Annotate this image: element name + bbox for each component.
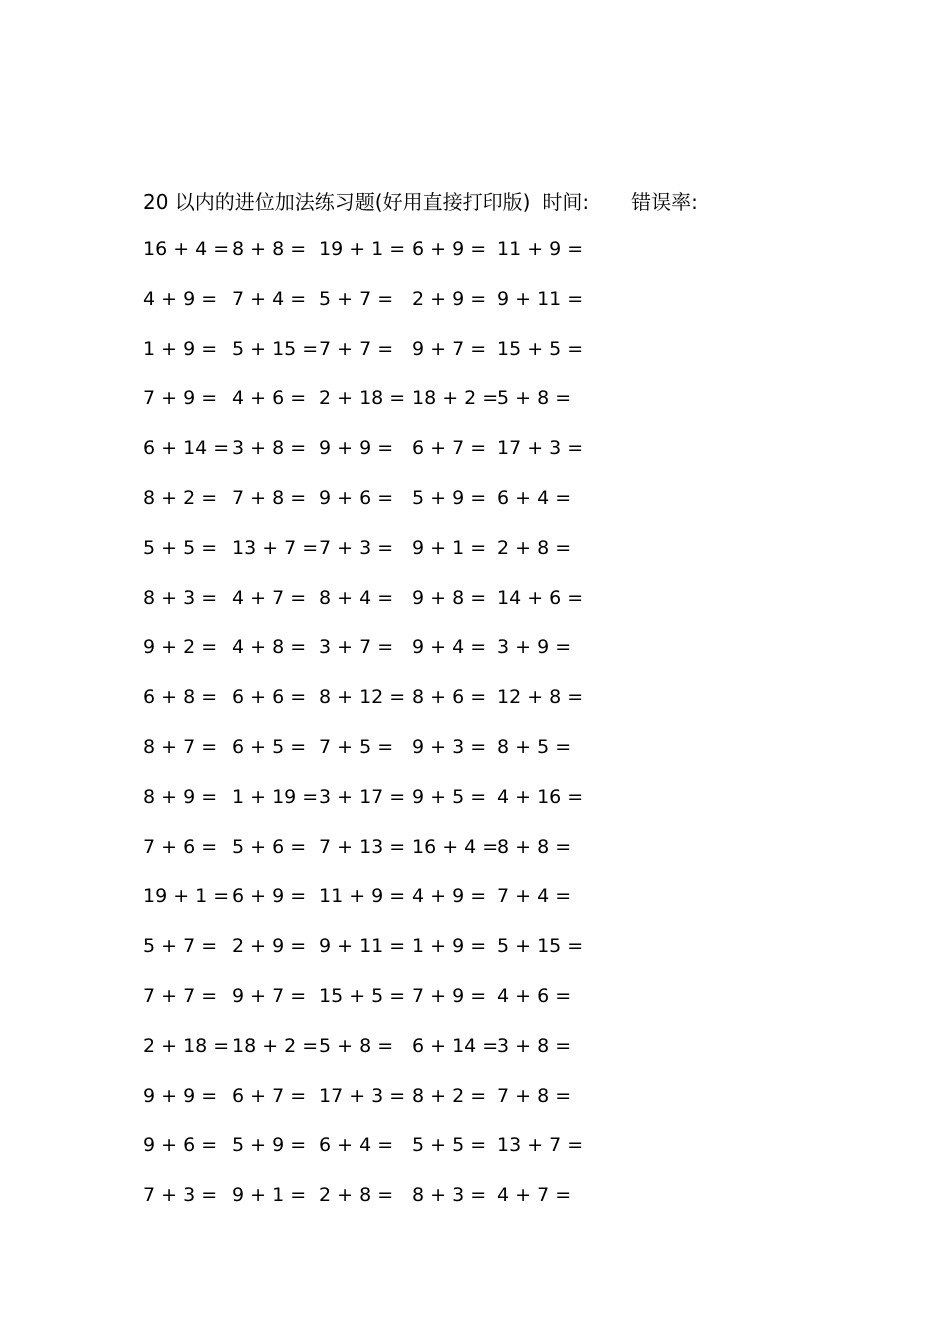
- problem-item: 8 + 2 =: [412, 1085, 487, 1107]
- problem-item: 9 + 2 =: [143, 636, 218, 658]
- problem-item: 9 + 1 =: [232, 1184, 307, 1206]
- problem-item: 5 + 15 =: [232, 338, 319, 360]
- problem-item: 9 + 9 =: [319, 437, 394, 459]
- problem-item: 7 + 7 =: [143, 985, 218, 1007]
- problem-item: 15 + 5 =: [497, 338, 584, 360]
- problem-item: 4 + 6 =: [232, 387, 307, 409]
- problem-item: 8 + 3 =: [143, 587, 218, 609]
- problem-item: 5 + 8 =: [497, 387, 572, 409]
- problem-item: 7 + 9 =: [412, 985, 487, 1007]
- problem-item: 6 + 9 =: [232, 885, 307, 907]
- problem-item: 14 + 6 =: [497, 587, 584, 609]
- problem-item: 8 + 3 =: [412, 1184, 487, 1206]
- problem-item: 16 + 4 =: [412, 836, 499, 858]
- problem-item: 4 + 7 =: [232, 587, 307, 609]
- problem-item: 7 + 6 =: [143, 836, 218, 858]
- problem-item: 7 + 4 =: [497, 885, 572, 907]
- problem-item: 12 + 8 =: [497, 686, 584, 708]
- problem-item: 7 + 4 =: [232, 288, 307, 310]
- problem-item: 17 + 3 =: [497, 437, 584, 459]
- problem-item: 6 + 14 =: [143, 437, 230, 459]
- problem-item: 7 + 3 =: [143, 1184, 218, 1206]
- problem-item: 9 + 5 =: [412, 786, 487, 808]
- problem-item: 9 + 11 =: [319, 935, 406, 957]
- problem-item: 9 + 9 =: [143, 1085, 218, 1107]
- problem-item: 8 + 2 =: [143, 487, 218, 509]
- problem-item: 3 + 7 =: [319, 636, 394, 658]
- problem-item: 4 + 9 =: [143, 288, 218, 310]
- problem-item: 5 + 5 =: [143, 537, 218, 559]
- problem-item: 9 + 3 =: [412, 736, 487, 758]
- problem-item: 2 + 18 =: [319, 387, 406, 409]
- problem-item: 2 + 18 =: [143, 1035, 230, 1057]
- problem-item: 8 + 9 =: [143, 786, 218, 808]
- problem-item: 9 + 8 =: [412, 587, 487, 609]
- worksheet-title: 20 以内的进位加法练习题(好用直接打印版): [143, 189, 531, 214]
- problem-item: 7 + 7 =: [319, 338, 394, 360]
- problem-item: 5 + 7 =: [319, 288, 394, 310]
- problem-item: 9 + 6 =: [319, 487, 394, 509]
- problem-item: 6 + 4 =: [319, 1134, 394, 1156]
- problem-item: 9 + 6 =: [143, 1134, 218, 1156]
- problem-item: 19 + 1 =: [319, 238, 406, 260]
- problem-item: 19 + 1 =: [143, 885, 230, 907]
- problem-item: 9 + 1 =: [412, 537, 487, 559]
- problem-item: 8 + 6 =: [412, 686, 487, 708]
- problem-item: 7 + 5 =: [319, 736, 394, 758]
- problem-item: 5 + 5 =: [412, 1134, 487, 1156]
- problem-item: 1 + 9 =: [143, 338, 218, 360]
- problem-item: 7 + 13 =: [319, 836, 406, 858]
- problem-item: 15 + 5 =: [319, 985, 406, 1007]
- problem-item: 4 + 9 =: [412, 885, 487, 907]
- problem-item: 8 + 5 =: [497, 736, 572, 758]
- problem-item: 2 + 9 =: [412, 288, 487, 310]
- problem-item: 2 + 8 =: [497, 537, 572, 559]
- problem-item: 3 + 17 =: [319, 786, 406, 808]
- problem-item: 5 + 15 =: [497, 935, 584, 957]
- worksheet-header: [143, 184, 698, 216]
- problem-item: 5 + 9 =: [232, 1134, 307, 1156]
- problem-item: 8 + 8 =: [232, 238, 307, 260]
- problem-item: 17 + 3 =: [319, 1085, 406, 1107]
- problem-item: 1 + 9 =: [412, 935, 487, 957]
- problem-item: 8 + 12 =: [319, 686, 406, 708]
- problem-item: 5 + 9 =: [412, 487, 487, 509]
- problem-item: 7 + 9 =: [143, 387, 218, 409]
- problem-item: 2 + 8 =: [319, 1184, 394, 1206]
- problem-item: 6 + 7 =: [232, 1085, 307, 1107]
- problem-item: 16 + 4 =: [143, 238, 230, 260]
- problem-item: 11 + 9 =: [497, 238, 584, 260]
- problem-item: 5 + 6 =: [232, 836, 307, 858]
- problem-item: 6 + 7 =: [412, 437, 487, 459]
- problem-item: 18 + 2 =: [232, 1035, 319, 1057]
- time-label: 时间:: [542, 189, 590, 214]
- problem-item: 3 + 9 =: [497, 636, 572, 658]
- problem-item: 7 + 3 =: [319, 537, 394, 559]
- problem-item: 6 + 4 =: [497, 487, 572, 509]
- problem-item: 4 + 7 =: [497, 1184, 572, 1206]
- problem-item: 9 + 7 =: [232, 985, 307, 1007]
- problem-item: 6 + 5 =: [232, 736, 307, 758]
- problem-item: 6 + 9 =: [412, 238, 487, 260]
- problem-item: 5 + 7 =: [143, 935, 218, 957]
- problem-item: 9 + 11 =: [497, 288, 584, 310]
- problem-item: 11 + 9 =: [319, 885, 406, 907]
- problem-item: 6 + 14 =: [412, 1035, 499, 1057]
- problem-item: 9 + 7 =: [412, 338, 487, 360]
- problem-item: 18 + 2 =: [412, 387, 499, 409]
- problem-item: 7 + 8 =: [497, 1085, 572, 1107]
- problem-item: 6 + 6 =: [232, 686, 307, 708]
- error-rate-label: 错误率:: [631, 189, 698, 214]
- problem-item: 13 + 7 =: [497, 1134, 584, 1156]
- problem-item: 1 + 19 =: [232, 786, 319, 808]
- problem-item: 2 + 9 =: [232, 935, 307, 957]
- problem-item: 9 + 4 =: [412, 636, 487, 658]
- problem-item: 3 + 8 =: [232, 437, 307, 459]
- problem-item: 4 + 6 =: [497, 985, 572, 1007]
- problem-item: 8 + 4 =: [319, 587, 394, 609]
- problem-item: 8 + 8 =: [497, 836, 572, 858]
- problem-item: 5 + 8 =: [319, 1035, 394, 1057]
- problem-item: 4 + 8 =: [232, 636, 307, 658]
- problem-item: 8 + 7 =: [143, 736, 218, 758]
- problem-item: 6 + 8 =: [143, 686, 218, 708]
- problem-item: 7 + 8 =: [232, 487, 307, 509]
- problem-item: 4 + 16 =: [497, 786, 584, 808]
- problem-item: 13 + 7 =: [232, 537, 319, 559]
- problem-item: 3 + 8 =: [497, 1035, 572, 1057]
